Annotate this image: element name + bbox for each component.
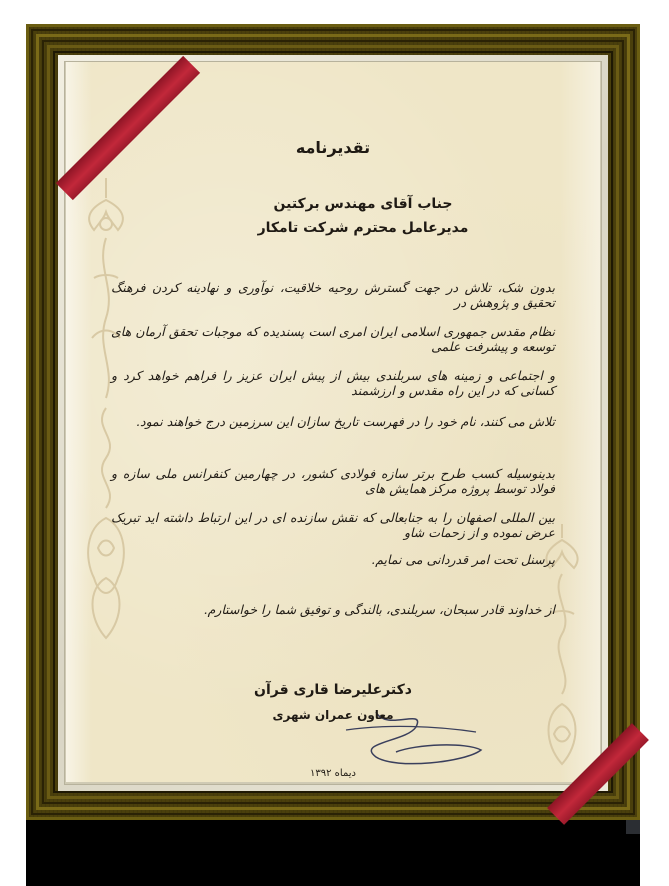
- body-line: تلاش می کنند، نام خود را در فهرست تاریخ سازان این سرزمین درج خواهند نمود.: [136, 414, 555, 429]
- body-line: پرسنل تحت امر قدردانی می نمایم.: [371, 552, 555, 567]
- certificate-paper: [66, 62, 600, 782]
- body-line: از خداوند قادر سبحان، سربلندی، بالندگی و توفیق شما را خواستارم.: [203, 602, 555, 617]
- certificate-title: تقدیرنامه: [295, 138, 371, 157]
- body-line: بدون شک، تلاش در جهت گسترش روحیه خلاقیت، نوآوری و نهادینه کردن فرهنگ تحقیق و پژوهش در: [111, 280, 555, 310]
- signatory-title: معاون عمران شهری: [272, 708, 394, 722]
- certificate-date: دیماه ۱۳۹۲: [310, 768, 356, 779]
- recipient-name: جناب آقای مهندس برکتین: [273, 196, 453, 212]
- signatory-name: دکترعلیرضا قاری قرآن: [254, 682, 412, 698]
- body-line: بدینوسیله کسب طرح برتر سازه فولادی کشور، در چهارمین کنفرانس ملی سازه و فولاد توسط پروژه مرکز همایش های: [111, 466, 555, 496]
- body-line: بین المللی اصفهان را به جنابعالی که نقش سازنده ای در این ارتباط داشته اید تبریک عرض نموده و از زحمات شاو: [111, 510, 555, 540]
- frame-shadow: [26, 818, 640, 886]
- body-line: نظام مقدس جمهوری اسلامی ایران امری است پسندیده که موجبات تحقق آرمان های توسعه و پیشرفت علمی: [111, 324, 555, 354]
- floral-arabesque-icon: [80, 178, 132, 648]
- body-line: و اجتماعی و زمینه های سربلندی بیش از پیش ایران عزیز را فراهم خواهد کرد و کسانی که در این راه مقدس و ارزشمند: [111, 368, 555, 398]
- picture-frame: [26, 24, 640, 820]
- recipient-position: مدیرعامل محترم شرکت تامکار: [257, 220, 469, 236]
